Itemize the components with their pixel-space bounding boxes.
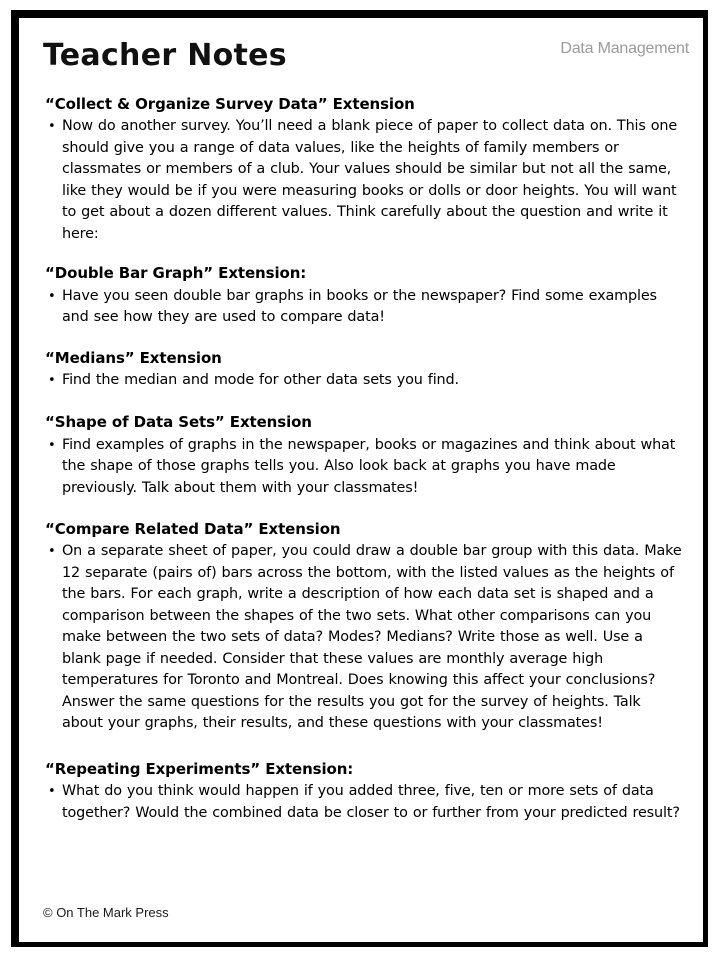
bullet-text: Find examples of graphs in the newspaper, books or magazines and think about what the shape of those graphs tells you. Also look back at graphs you have made previously. Talk about them with your classmates!: [62, 436, 676, 496]
section-heading: “Compare Related Data” Extension: [45, 520, 341, 538]
bullet-item: [45, 435, 685, 500]
section-compare-related-data: [45, 519, 685, 735]
bullet-item: [45, 286, 685, 329]
bullet-item: [45, 541, 685, 735]
bullet-item: [45, 116, 685, 245]
strand-label: Data Management: [560, 40, 689, 57]
bullet-text: On a separate sheet of paper, you could draw a double bar group with this data. Make 12 separate (pairs of) bars across the bottom, with the listed values as the heights of the bars. For each graph, write a description of how each data set is shaped and a comparison between the shapes of the two sets. What other comparisons can you make between the two sets of data? Modes? Medians? Write those as well. Use a blank page if needed. Consider that these values are monthly average high temperatures for Toronto and Montreal. Does knowing this affect your conclusions? Answer the same questions for the results you got for the survey of heights. Talk about your graphs, their results, and these questions with your classmates!: [62, 543, 682, 732]
section-medians: [45, 348, 685, 392]
bullet-marker-icon: •: [48, 784, 56, 799]
section-heading: “Repeating Experiments” Extension:: [45, 759, 354, 778]
bullet-text: What do you think would happen if you added three, five, ten or more sets of data together? Would the combined data be closer to or further from your predicted result?: [62, 783, 680, 821]
section-shape-of-data-sets: [45, 412, 685, 499]
bullet-marker-icon: •: [48, 437, 56, 453]
bullet-text: Now do another survey. You’ll need a blank piece of paper to collect data on. This one should give you a range of data values, like the heights of family members or classmates or members of a club. Your values should be similar but not all the same, like they would be if you were measuring books or dolls or door heights. You will want to get about a dozen different values. Think carefully about the question and write it here:: [62, 118, 678, 242]
section-heading: “Double Bar Graph” Extension:: [45, 264, 307, 283]
section-heading: “Shape of Data Sets” Extension: [45, 413, 312, 432]
page-title: Teacher Notes: [43, 38, 287, 73]
section-heading: “Medians” Extension: [45, 348, 222, 367]
section-double-bar-graph: [45, 263, 685, 328]
footer-copyright: © On The Mark Press: [43, 905, 169, 920]
bullet-text: Find the median and mode for other data sets you find.: [62, 371, 459, 388]
bullet-marker-icon: •: [48, 119, 56, 135]
notes-body: [45, 94, 685, 824]
bullet-marker-icon: •: [48, 544, 56, 560]
page-sheet: [19, 18, 703, 942]
section-heading: “Collect & Organize Survey Data” Extension: [45, 95, 415, 113]
bullet-marker-icon: •: [48, 372, 56, 388]
bullet-item: [45, 781, 685, 824]
bullet-item: [45, 370, 685, 392]
section-collect-organize-survey-data: [45, 94, 685, 245]
bullet-text: Have you seen double bar graphs in books or the newspaper? Find some examples and see how they are used to compare data!: [62, 287, 657, 325]
bullet-marker-icon: •: [48, 288, 56, 304]
section-repeating-experiments: [45, 759, 685, 824]
